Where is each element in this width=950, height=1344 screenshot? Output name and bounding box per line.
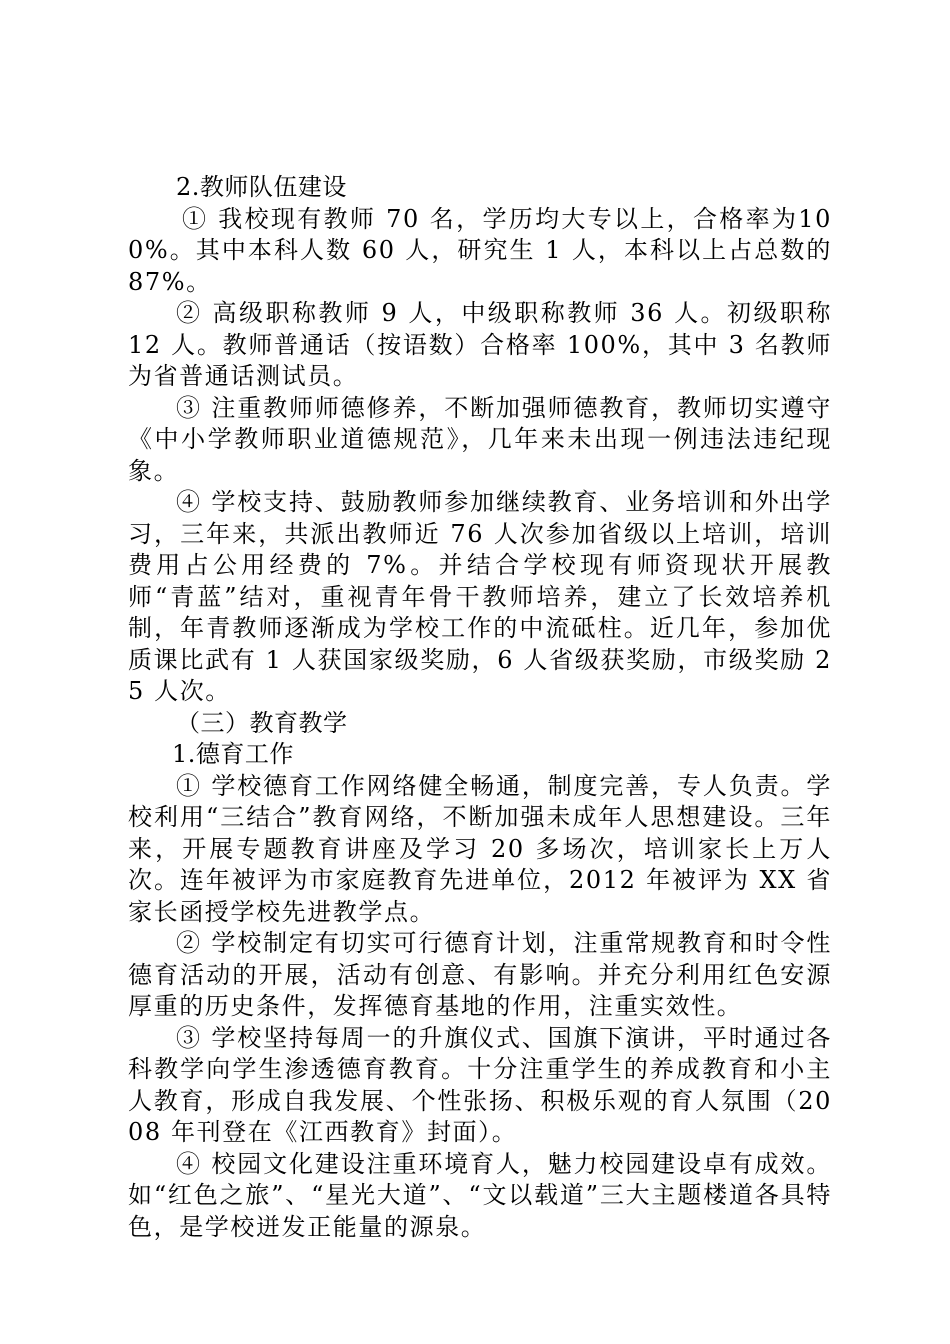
paragraph-teacher-titles: ② 高级职称教师 9 人，中级职称教师 36 人。初级职称 12 人。教师普通话（按语数）合格率 100%，其中 3 名教师为省普通话测试员。: [128, 299, 832, 390]
paragraph-moral-network: ① 学校德育工作网络健全畅通，制度完善，专人负责。学校利用“三结合”教育网络，不断加强未成年人思想建设。三年来，开展专题教育讲座及学习 20 多场次，培训家长上万人次。连年被评为市家庭教育先进单位，2012 年被评为 XX 省家长函授学校先进教学点。: [128, 771, 832, 926]
section-heading-education: （三）教育教学: [176, 708, 348, 737]
paragraph-campus-culture: ④ 校园文化建设注重环境育人，魅力校园建设卓有成效。如“红色之旅”、“星光大道”、“文以载道”三大主题楼道各具特色，是学校迸发正能量的源泉。: [128, 1149, 832, 1241]
section-heading-teacher-team: 2.教师队伍建设: [176, 173, 347, 201]
paragraph-flag-ceremony: ③ 学校坚持每周一的升旗仪式、国旗下演讲，平时通过各科教学向学生渗透德育教育。十分注重学生的养成教育和小主人教育，形成自我发展、个性张扬、积极乐观的育人氛围（2008 年刊登在《江西教育》封面）。: [128, 1023, 832, 1146]
subheading-moral-education: 1.德育工作: [172, 740, 294, 768]
paragraph-moral-plan: ② 学校制定有切实可行德育计划，注重常规教育和时令性德育活动的开展，活动有创意、有影响。并充分利用红色安源厚重的历史条件，发挥德育基地的作用，注重实效性。: [128, 929, 832, 1020]
paragraph-teacher-training: ④ 学校支持、鼓励教师参加继续教育、业务培训和外出学习，三年来，共派出教师近 76 人次参加省级以上培训，培训费用占公用经费的 7%。并结合学校现有师资现状开展教师“青蓝”结对，重视青年骨干教师培养，建立了长效培养机制，年青教师逐渐成为学校工作的中流砥柱。近几年，参加优质课比武有 1 人获国家级奖励，6 人省级获奖励，市级奖励 25 人次。: [128, 488, 832, 705]
paragraph-teacher-ethics: ③ 注重教师师德修养，不断加强师德教育，教师切实遵守《中小学教师职业道德规范》，几年来未出现一例违法违纪现象。: [128, 393, 832, 485]
document-page: [128, 172, 832, 1243]
paragraph-teacher-count: ① 我校现有教师 70 名，学历均大专以上，合格率为100%。其中本科人数 60 人，研究生 1 人，本科以上占总数的87%。: [128, 204, 832, 296]
